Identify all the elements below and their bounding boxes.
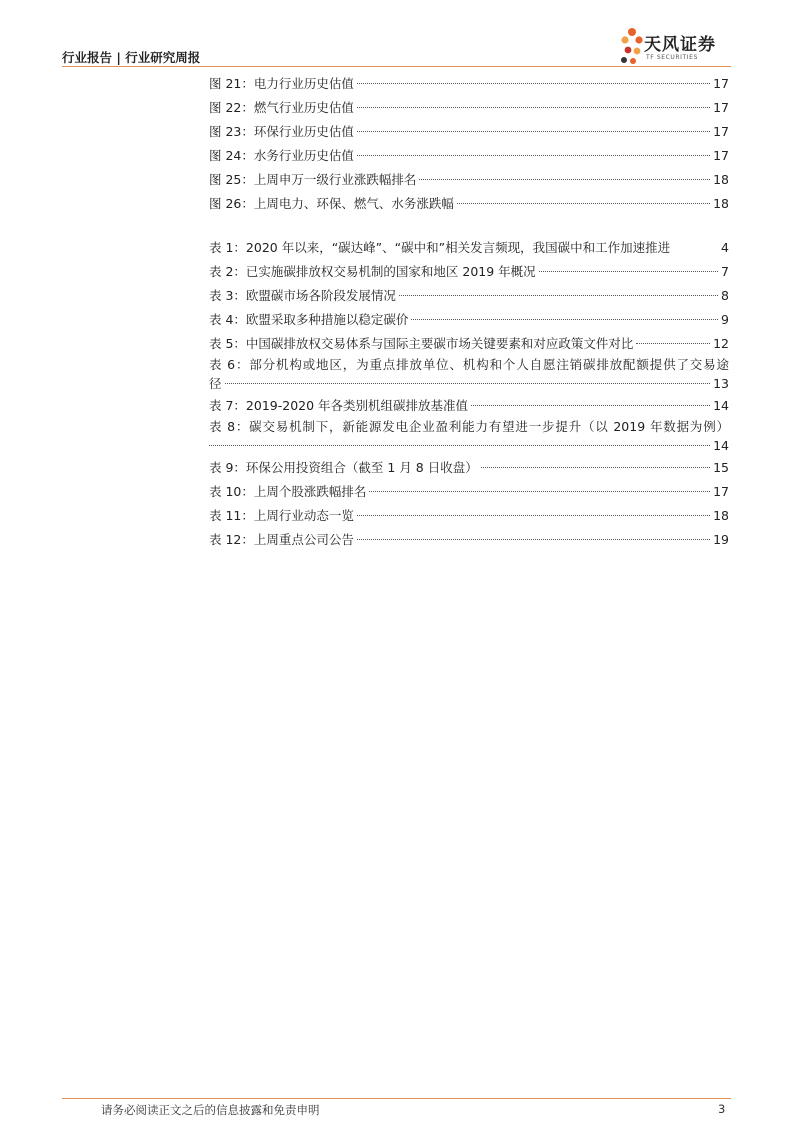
toc-entry-page: 18: [713, 196, 729, 211]
toc-entry-label: 表 3：欧盟碳市场各阶段发展情况: [209, 288, 396, 303]
dot-leader: [357, 515, 710, 516]
toc-entry-page: 17: [713, 100, 729, 115]
toc-table-entry[interactable]: [209, 236, 729, 260]
dot-leader: [357, 155, 710, 156]
toc-entry-page: 8: [721, 288, 729, 303]
dot-leader: [225, 383, 711, 384]
toc-entry-page: 7: [721, 264, 729, 279]
toc-entry-label: 图 22：燃气行业历史估值: [209, 100, 354, 115]
company-logo: [620, 24, 735, 68]
toc-entry-label: 表 5：中国碳排放权交易体系与国际主要碳市场关键要素和对应政策文件对比: [209, 336, 634, 351]
report-type-title: 行业报告 | 行业研究周报: [62, 50, 201, 65]
toc-table-entry[interactable]: [209, 332, 729, 356]
section-gap: [209, 216, 729, 236]
dot-leader: [357, 83, 710, 84]
toc-figure-entry[interactable]: [209, 192, 729, 216]
toc-entry-label: 表 1：2020 年以来，“碳达峰”、“碳中和”相关发言频现，我国碳中和工作加速推进: [209, 240, 671, 255]
logo-flower-icon: [620, 24, 644, 68]
dot-leader: [399, 295, 718, 296]
toc-entry-page: 12: [713, 336, 729, 351]
toc-entry-page: 17: [713, 124, 729, 139]
logo-english-name: TF SECURITIES: [646, 54, 698, 61]
toc-entry-page: 15: [713, 460, 729, 475]
toc-entry-page: 4: [721, 240, 729, 255]
toc-entry-label: 图 25：上周申万一级行业涨跌幅排名: [209, 172, 417, 187]
toc-entry-page: 14: [713, 398, 729, 413]
toc-entry-label: 表 4：欧盟采取多种措施以稳定碳价: [209, 312, 409, 327]
dot-leader: [209, 445, 710, 446]
toc-table-entry[interactable]: [209, 456, 729, 480]
toc-table-entry[interactable]: [209, 284, 729, 308]
dot-leader: [539, 271, 718, 272]
dot-leader: [357, 107, 710, 108]
toc-entry-label: 图 26：上周电力、环保、燃气、水务涨跌幅: [209, 196, 454, 211]
toc-entry-continuation: [209, 374, 729, 394]
toc-entry-label: 表 8：碳交易机制下，新能源发电企业盈利能力有望进一步提升（以 2019 年数据为例）: [209, 419, 729, 434]
toc-entry-page: 14: [713, 438, 729, 453]
toc-entry-page: 18: [713, 508, 729, 523]
toc-entry-label: 表 7：2019-2020 年各类别机组碳排放基准值: [209, 398, 469, 413]
dot-leader: [636, 343, 710, 344]
toc-table-entry-multiline[interactable]: [209, 356, 729, 394]
toc-figure-entry[interactable]: [209, 144, 729, 168]
toc-entry-label: 图 24：水务行业历史估值: [209, 148, 354, 163]
toc-entry-page: 17: [713, 76, 729, 91]
toc-entry-label-cont: 径: [209, 376, 222, 391]
toc-entry-page: 13: [713, 376, 729, 391]
dot-leader: [419, 179, 710, 180]
dot-leader: [471, 405, 710, 406]
dot-leader: [369, 491, 710, 492]
toc-entry-label: 图 23：环保行业历史估值: [209, 124, 354, 139]
toc-figure-entry[interactable]: [209, 168, 729, 192]
table-of-contents: [209, 72, 729, 552]
toc-entry-label: 表 9：环保公用投资组合（截至 1 月 8 日收盘）: [209, 460, 478, 475]
toc-table-entry[interactable]: [209, 480, 729, 504]
toc-table-entry[interactable]: [209, 308, 729, 332]
toc-table-entry-multiline[interactable]: [209, 418, 729, 456]
toc-entry-label: 表 2：已实施碳排放权交易机制的国家和地区 2019 年概况: [209, 264, 536, 279]
footer-disclaimer: 请务必阅读正文之后的信息披露和免责申明: [101, 1103, 320, 1117]
dot-leader: [357, 131, 710, 132]
toc-entry-page: 17: [713, 148, 729, 163]
toc-figure-entry[interactable]: [209, 96, 729, 120]
toc-figure-entry[interactable]: [209, 120, 729, 144]
toc-entry-page: 17: [713, 484, 729, 499]
dot-leader: [457, 203, 710, 204]
toc-entry-label: 表 11：上周行业动态一览: [209, 508, 354, 523]
toc-entry-label: 表 12：上周重点公司公告: [209, 532, 354, 547]
toc-entry-continuation: [209, 436, 729, 456]
page-footer: [0, 1098, 793, 1122]
toc-entry-label: 表 10：上周个股涨跌幅排名: [209, 484, 367, 499]
toc-table-entry[interactable]: [209, 260, 729, 284]
toc-table-entry[interactable]: [209, 394, 729, 418]
toc-table-entry[interactable]: [209, 528, 729, 552]
dot-leader: [411, 319, 718, 320]
dot-leader: [357, 539, 710, 540]
toc-entry-label: 表 6：部分机构或地区，为重点排放单位、机构和个人自愿注销碳排放配额提供了交易途: [209, 357, 729, 372]
logo-chinese-name: 天风证券: [644, 35, 716, 55]
dot-leader: [481, 467, 710, 468]
toc-table-entry[interactable]: [209, 504, 729, 528]
toc-figure-entry[interactable]: [209, 72, 729, 96]
toc-entry-page: 9: [721, 312, 729, 327]
toc-entry-page: 19: [713, 532, 729, 547]
page-number: 3: [718, 1102, 726, 1116]
footer-divider: [62, 1098, 731, 1099]
toc-entry-label: 图 21：电力行业历史估值: [209, 76, 354, 91]
toc-entry-page: 18: [713, 172, 729, 187]
